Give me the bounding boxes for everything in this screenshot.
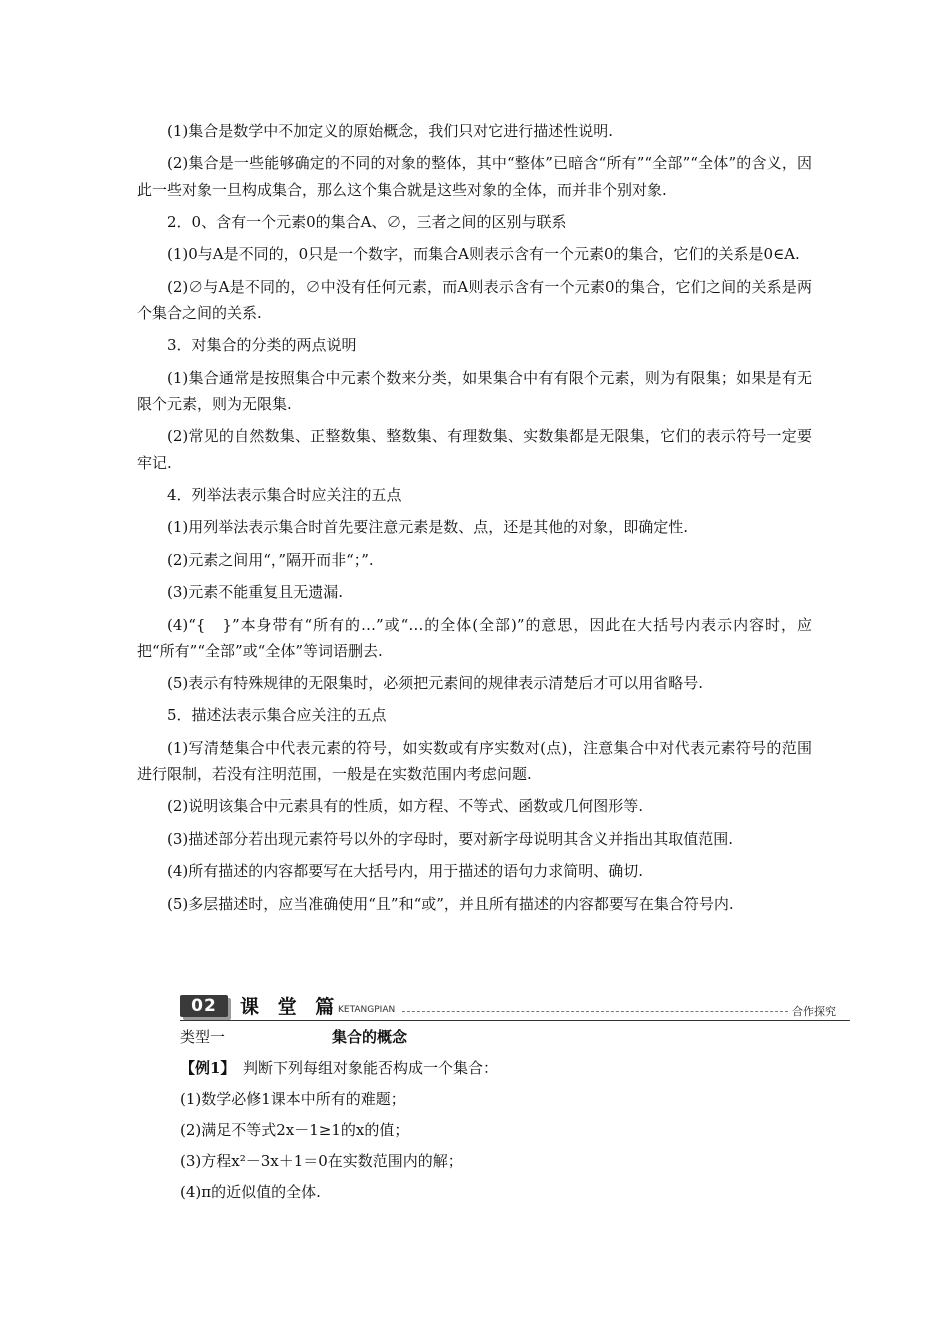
type-label: 类型一 [180,1028,226,1046]
section-heading: 3．对集合的分类的两点说明 [167,336,357,355]
type-row [180,1022,820,1053]
paragraph: (1)0与A是不同的，0只是一个数字，而集合A则表示含有一个元素0的集合，它们的关系是0∈A. [167,245,800,264]
example-item: (1)数学必修1课本中所有的难题； [180,1090,406,1108]
section-heading: 2．0、含有一个元素0的集合A、∅，三者之间的区别与联系 [167,212,567,231]
paragraph: (3)元素不能重复且无遗漏. [167,583,344,602]
section-heading: 4．列举法表示集合时应关注的五点 [167,485,402,504]
notes-body [137,118,812,923]
paragraph: (2)集合是一些能够确定的不同的对象的整体，其中“整体”已暗含“所有”“全部”“全体”的含义，因此一些对象一旦构成集合，那么这个集合就是这些对象的全体，而并非个别对象. [137,154,812,199]
paragraph: (3)描述部分若出现元素符号以外的字母时，要对新字母说明其含义并指出其取值范围. [167,829,734,848]
paragraph: (4)所有描述的内容都要写在大括号内，用于描述的语句力求简明、确切. [167,862,644,881]
paragraph: (1)集合通常是按照集合中元素个数来分类，如果集合中有有限个元素，则为有限集；如果是有无限个元素，则为无限集. [137,368,812,413]
paragraph: (5)表示有特殊规律的无限集时，必须把元素间的规律表示清楚后才可以用省略号. [167,674,704,693]
paragraph: (4)“{ }”本身带有“所有的…”或“…的全体(全部)”的意思，因此在大括号内表示内容时，应把“所有”“全部”或“全体”等词语删去. [137,615,812,660]
section-subtitle: 合作探究 [792,1005,836,1018]
paragraph: (2)说明该集合中元素具有的性质，如方程、不等式、函数或几何图形等. [167,797,644,816]
section-banner [180,993,850,1023]
section-number-badge: 02 [180,995,228,1017]
paragraph: (1)用列举法表示集合时首先要注意元素是数、点，还是其他的对象，即确定性. [167,518,689,537]
banner-underline [180,1020,850,1021]
section-pinyin: KETANGPIAN [338,1005,396,1015]
example-prompt: 判断下列每组对象能否构成一个集合： [227,1059,498,1077]
paragraph: (2)常见的自然数集、正整数集、整数集、有理数集、实数集都是无限集，它们的表示符号一定要牢记. [137,427,812,472]
dashed-divider [402,1011,788,1012]
example-item: (4)π的近似值的全体. [180,1183,321,1201]
paragraph: (1)写清楚集合中代表元素的符号，如实数或有序实数对(点)，注意集合中对代表元素符号的范围进行限制，若没有注明范围，一般是在实数范围内考虑问题. [137,738,812,784]
type-name: 集合的概念 [332,1028,408,1046]
example-item: (2)满足不等式2x－1≥1的x的值； [180,1121,410,1139]
paragraph: (1)集合是数学中不加定义的原始概念，我们只对它进行描述性说明. [167,122,614,140]
example-tag: 【例1】 [180,1059,228,1077]
section-heading: 5．描述法表示集合应关注的五点 [167,706,387,725]
section-title: 课 堂 篇 [240,996,341,1018]
example-item: (3)方程x²－3x＋1＝0在实数范围内的解； [180,1152,463,1170]
paragraph: (5)多层描述时，应当准确使用“且”和“或”，并且所有描述的内容都要写在集合符号内. [167,894,734,913]
example-block [180,1022,820,1208]
example-prompt-row [180,1053,820,1084]
paragraph: (2)∅与A是不同的，∅中没有任何元素，而A则表示含有一个元素0的集合，它们之间的关系是两个集合之间的关系. [137,277,812,322]
paragraph: (2)元素之间用“，”隔开而非“；”. [167,550,374,569]
